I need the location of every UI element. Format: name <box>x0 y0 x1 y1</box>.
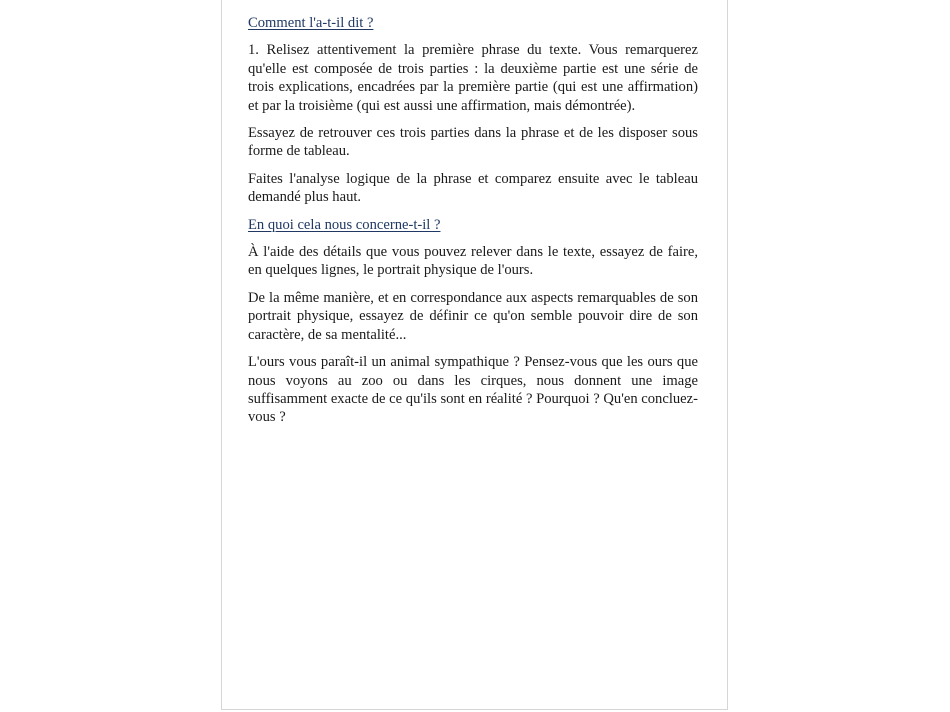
paragraph-portrait: À l'aide des détails que vous pouvez relever dans le texte, essayez de faire, en quelques lignes, le portrait physique de l'ours. <box>248 244 698 279</box>
section-heading-comment: Comment l'a-t-il dit ? <box>248 15 374 31</box>
paragraph-sympathique: L'ours vous paraît-il un animal sympathique ? Pensez-vous que les ours que nous voyons au zoo ou dans les cirques, nous donnent une image suffisamment exacte de ce qu'ils sont en réalité ? Pourquoi ? Qu'en concluez-vous ? <box>248 354 698 426</box>
section-heading-en-quoi: En quoi cela nous concerne-t-il ? <box>248 216 441 233</box>
paragraph-faites: Faites l'analyse logique de la phrase et comparez ensuite avec le tableau demandé plus haut. <box>248 170 698 206</box>
paragraph-relisez: 1. Relisez attentivement la première phrase du texte. Vous remarquerez qu'elle est composée de trois parties : la deuxième partie est une série de trois explications, encadrées par la première partie (qui est une affirmation) et par la troisième (qui est aussi une affirmation, mais démontrée). <box>248 42 698 114</box>
paragraph-caractere: De la même manière, et en correspondance aux aspects remarquables de son portrait physique, essayez de définir ce qu'on semble pouvoir dire de son caractère, de sa mentalité... <box>248 289 698 343</box>
page-content <box>248 14 698 436</box>
document-page <box>221 0 728 710</box>
paragraph-essayez: Essayez de retrouver ces trois parties dans la phrase et de les disposer sous forme de tableau. <box>248 125 698 160</box>
